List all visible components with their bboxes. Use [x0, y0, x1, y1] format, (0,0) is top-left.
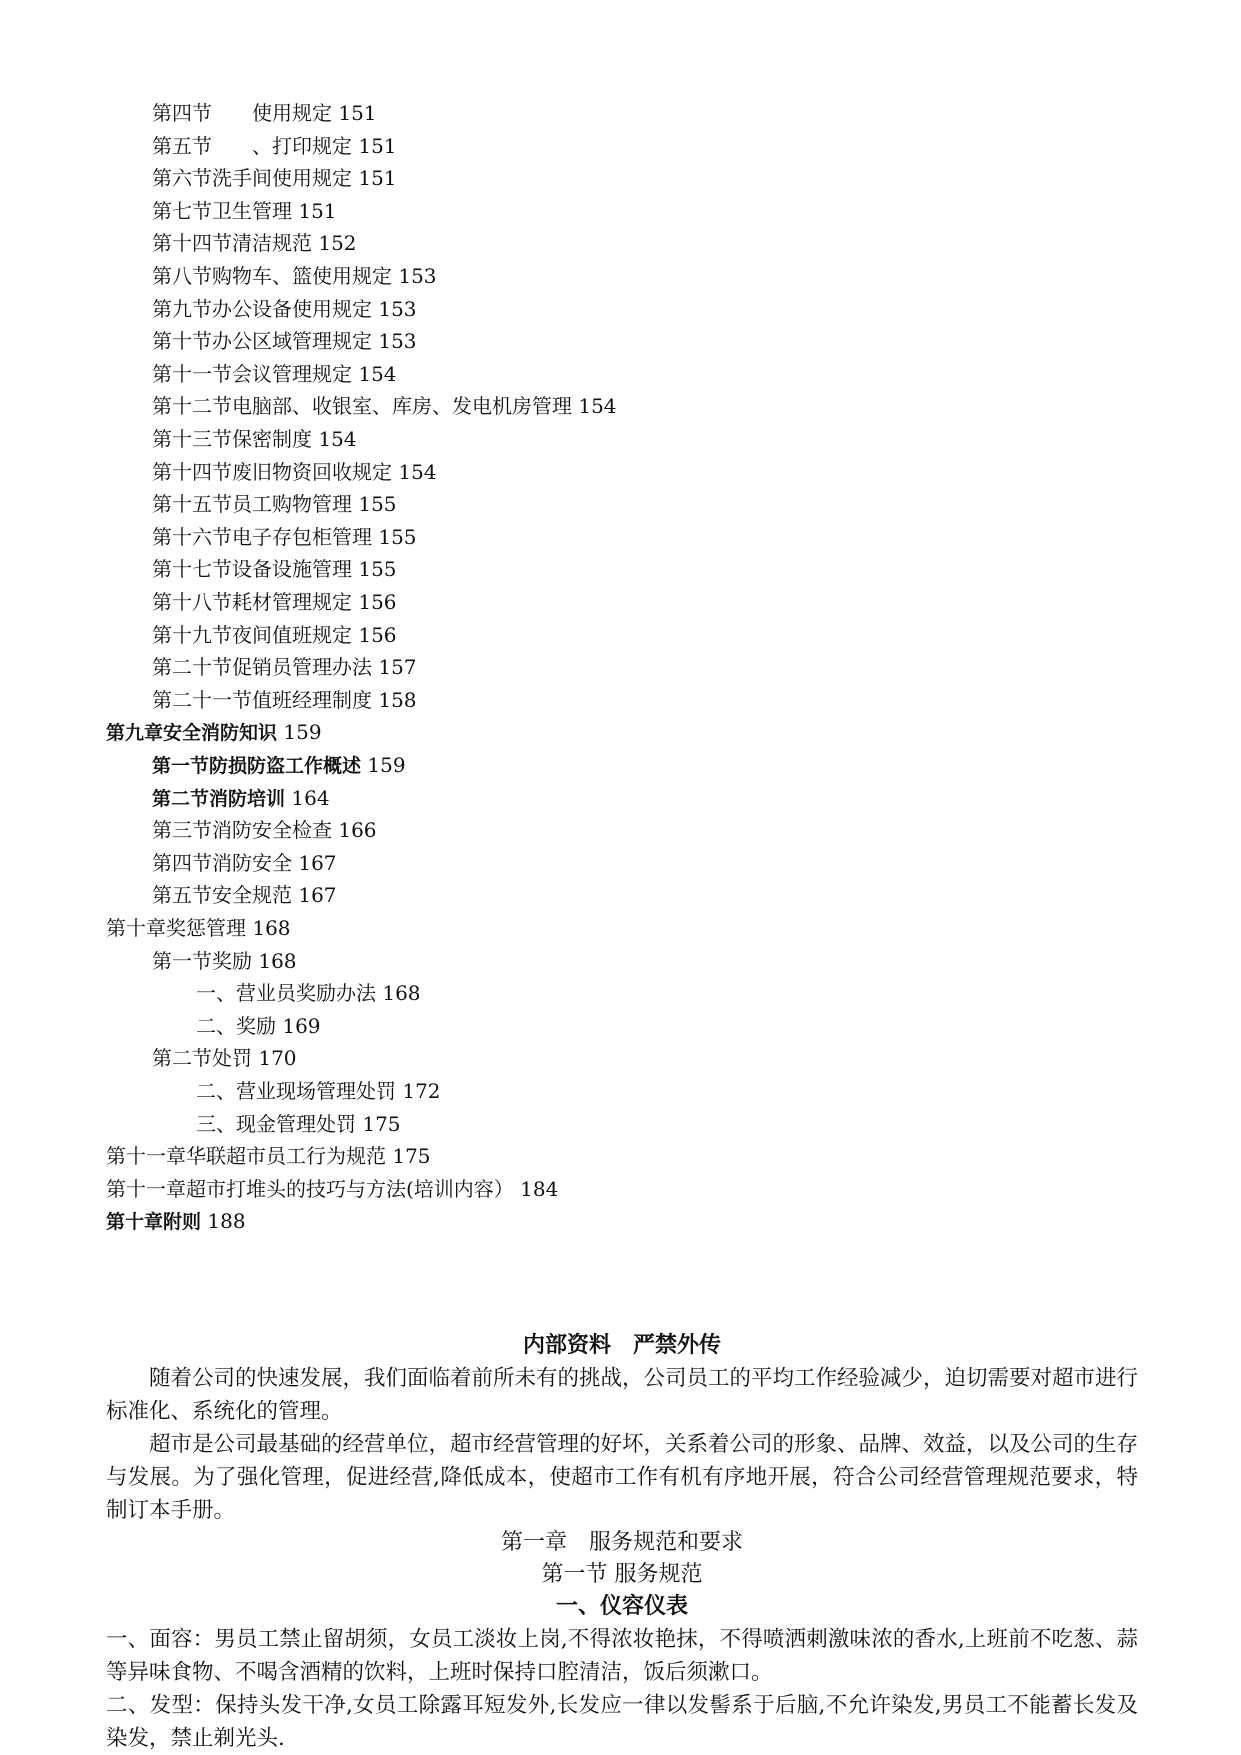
toc-entry-title: 第四节消防安全 — [152, 850, 292, 875]
toc-entry-title: 第二十一节值班经理制度 — [152, 687, 372, 712]
toc-entry-title: 第十九节夜间值班规定 — [152, 622, 352, 647]
toc-entry-title: 第九节办公设备使用规定 — [152, 296, 372, 321]
toc-entry[interactable] — [106, 1144, 431, 1168]
toc-entry-page: 154 — [572, 394, 617, 419]
toc-entry[interactable] — [152, 199, 337, 223]
chapter-title: 第一章 服务规范和要求 — [500, 1530, 743, 1555]
toc-entry-page: 155 — [372, 524, 417, 549]
handbook-body — [106, 1330, 1138, 1755]
toc-entry-page: 151 — [352, 133, 397, 158]
confidential-title: 内部资料 严禁外传 — [522, 1333, 721, 1358]
toc-entry[interactable] — [152, 231, 357, 255]
toc-entry-page: 175 — [356, 1111, 401, 1136]
intro-paragraph-1: 随着公司的快速发展，我们面临着前所未有的挑战，公司员工的平均工作经验减少，迫切需要对超市进行标准化、系统化的管理。 — [106, 1366, 1139, 1424]
toc-entry-title: 第七节卫生管理 — [152, 198, 292, 223]
toc-entry-page: 151 — [352, 166, 397, 191]
toc-entry-page: 152 — [312, 231, 357, 256]
toc-entry-title: 第二节处罚 — [152, 1046, 252, 1071]
toc-entry[interactable] — [152, 460, 437, 484]
toc-entry-title: 第十一章超市打堆头的技巧与方法(培训内容） — [106, 1176, 514, 1201]
toc-entry-page: 151 — [292, 198, 337, 223]
toc-entry-page: 154 — [312, 427, 357, 451]
toc-entry[interactable] — [106, 1209, 246, 1234]
toc-entry-page: 167 — [292, 850, 337, 875]
toc-entry-page: 155 — [352, 492, 397, 517]
toc-entry-page: 166 — [332, 818, 377, 843]
toc-entry[interactable] — [152, 818, 377, 842]
toc-entry-page: 156 — [352, 622, 397, 647]
toc-entry-title: 二、营业现场管理处罚 — [196, 1079, 396, 1103]
toc-entry-page: 154 — [352, 361, 397, 386]
toc-entry-title: 第十一节会议管理规定 — [152, 361, 352, 386]
toc-entry[interactable] — [106, 916, 291, 940]
toc-entry-title: 第十七节设备设施管理 — [152, 557, 352, 582]
toc-entry[interactable] — [196, 1014, 321, 1038]
toc-entry[interactable] — [152, 1046, 297, 1070]
toc-entry[interactable] — [152, 166, 397, 190]
toc-entry[interactable] — [152, 688, 417, 712]
toc-entry-page: 151 — [332, 101, 377, 125]
toc-entry-title: 第十章附则 — [106, 1211, 202, 1234]
toc-entry[interactable] — [152, 753, 406, 778]
toc-entry-page: 168 — [376, 981, 421, 1006]
toc-entry-title: 第五节安全规范 — [152, 883, 292, 908]
toc-entry[interactable] — [152, 134, 397, 158]
appearance-item-hair: 二、发型：保持头发干净,女员工除露耳短发外,长发应一律以发髻系于后脑,不允许染发,男员工不能蓄长发及染发，禁止剃光头. — [106, 1693, 1138, 1751]
toc-entry[interactable] — [152, 362, 397, 386]
toc-entry-title: 一、营业员奖励办法 — [196, 981, 376, 1006]
toc-entry-page: 159 — [277, 720, 322, 745]
toc-entry-title: 第十二节电脑部、收银室、库房、发电机房管理 — [152, 394, 572, 419]
toc-entry-title: 第八节购物车、篮使用规定 — [152, 264, 392, 288]
toc-entry[interactable] — [152, 623, 397, 647]
toc-entry-page: 159 — [361, 753, 406, 777]
toc-entry[interactable] — [152, 329, 417, 353]
appearance-item-face: 一、面容：男员工禁止留胡须，女员工淡妆上岗,不得浓妆艳抹，不得喷洒刺激味浓的香水,上班前不吃葱、蒜等异味食物、不喝含酒精的饮料，上班时保持口腔清洁，饭后须漱口。 — [106, 1627, 1138, 1685]
toc-entry-page: 168 — [252, 948, 297, 973]
toc-entry-page: 169 — [276, 1013, 321, 1038]
toc-entry-page: 158 — [372, 687, 417, 712]
toc-entry-page: 172 — [396, 1079, 441, 1103]
toc-entry[interactable] — [152, 297, 417, 321]
toc-entry[interactable] — [152, 492, 397, 516]
toc-entry[interactable] — [152, 590, 397, 614]
toc-entry-title: 第十一章华联超市员工行为规范 — [106, 1144, 386, 1169]
toc-entry[interactable] — [152, 101, 377, 125]
toc-entry[interactable] — [196, 981, 421, 1005]
toc-entry-title: 第十三节保密制度 — [152, 427, 312, 451]
toc-entry-page: 153 — [372, 296, 417, 321]
toc-entry-page: 156 — [352, 590, 397, 614]
toc-entry[interactable] — [106, 720, 322, 745]
toc-entry[interactable] — [152, 655, 417, 679]
toc-entry[interactable] — [152, 394, 617, 418]
toc-entry-page: 188 — [201, 1209, 246, 1234]
toc-entry[interactable] — [152, 557, 397, 581]
toc-entry[interactable] — [196, 1079, 441, 1103]
toc-entry[interactable] — [152, 786, 330, 811]
toc-entry-page: 184 — [513, 1176, 559, 1201]
toc-entry-title: 第二节消防培训 — [152, 787, 286, 810]
toc-entry-page: 167 — [292, 883, 337, 908]
toc-entry-title: 第十四节清洁规范 — [152, 231, 312, 256]
toc-entry[interactable] — [152, 264, 437, 288]
toc-entry[interactable] — [152, 883, 337, 907]
toc-entry-title: 第十八节耗材管理规定 — [152, 590, 352, 614]
toc-entry-page: 170 — [252, 1046, 297, 1071]
toc-entry[interactable] — [106, 1177, 558, 1201]
toc-entry-title: 第三节消防安全检查 — [152, 818, 332, 843]
toc-entry-title: 第一节奖励 — [152, 948, 252, 973]
toc-entry[interactable] — [152, 851, 337, 875]
toc-entry-page: 157 — [372, 655, 417, 680]
toc-entry-page: 153 — [392, 264, 437, 288]
toc-entry-title: 第五节 、打印规定 — [152, 133, 352, 158]
toc-entry-title: 三、现金管理处罚 — [196, 1111, 356, 1136]
toc-entry-title: 二、奖励 — [196, 1013, 276, 1038]
intro-paragraph-2: 超市是公司最基础的经营单位，超市经营管理的好坏，关系着公司的形象、品牌、效益，以及公司的生存与发展。为了强化管理，促进经营,降低成本，使超市工作有机有序地开展，符合公司经营管理规范要求，特制订本手册。 — [106, 1432, 1139, 1523]
toc-entry-title: 第二十节促销员管理办法 — [152, 655, 372, 680]
toc-entry[interactable] — [152, 427, 357, 451]
section-title: 第一节 服务规范 — [541, 1562, 703, 1587]
toc-entry-title: 第十节办公区域管理规定 — [152, 329, 372, 354]
toc-entry-title: 第六节洗手间使用规定 — [152, 166, 352, 191]
toc-entry-title: 第四节 使用规定 — [152, 101, 332, 125]
toc-entry-title: 第一节防损防盗工作概述 — [152, 755, 362, 777]
toc-entry-page: 153 — [372, 329, 417, 354]
toc-entry-title: 第十四节废旧物资回收规定 — [152, 459, 392, 484]
toc-entry-title: 第十五节员工购物管理 — [152, 492, 352, 517]
subsection-title: 一、仪容仪表 — [555, 1594, 688, 1619]
toc-entry-title: 第九章安全消防知识 — [106, 722, 278, 745]
toc-entry-page: 164 — [285, 785, 330, 810]
toc-entry-page: 154 — [392, 459, 437, 484]
toc-entry-page: 155 — [352, 557, 397, 582]
toc-entry-title: 第十章奖惩管理 — [106, 916, 246, 940]
toc-entry[interactable] — [152, 525, 417, 549]
toc-entry-page: 168 — [246, 916, 291, 940]
toc-entry[interactable] — [196, 1112, 401, 1136]
toc-entry-title: 第十六节电子存包柜管理 — [152, 524, 372, 549]
toc-entry-page: 175 — [386, 1144, 431, 1169]
toc-entry[interactable] — [152, 949, 297, 973]
